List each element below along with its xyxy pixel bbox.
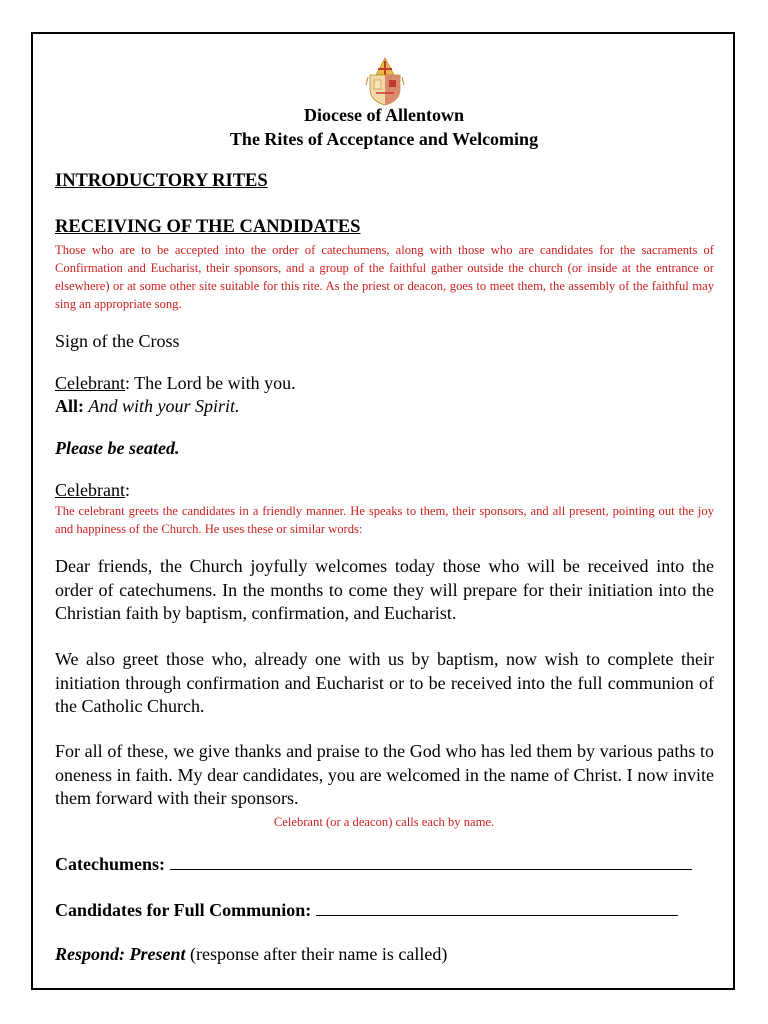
welcome-paragraph-2: We also greet those who, already one with us by baptism, now wish to complete their initiation through confirmation and Eucharist or to be received into the full communion of the Catholic Church. [55, 649, 714, 716]
candidates-name-blank [316, 901, 678, 916]
welcome-paragraph-1: Dear friends, the Church joyfully welcomes today those who will be received into the order of catechumens. In the months to come they will prepare for their initiation into the Christian faith by baptism, confirmation, and Eucharist. [55, 556, 714, 623]
catechumens-line [55, 853, 692, 875]
celebrant-label-2: Celebrant [55, 480, 125, 500]
receiving-rubric: Those who are to be accepted into the order of catechumens, along with those who are candidates for the sacraments of Confirmation and Eucharist, their sponsors, and a group of the faithful gather outside the church (or inside at the entrance or elsewhere) or at some other site suitable for this rite. As the priest or deacon, goes to meet them, the assembly of the faithful may sing an appropriate song. [55, 243, 714, 311]
catechumens-label: Catechumens: [55, 854, 165, 874]
rite-title: The Rites of Acceptance and Welcoming [229, 129, 539, 149]
respond-note: (response after their name is called) [190, 944, 448, 964]
all-label: All: [55, 396, 84, 416]
diocese-title: Diocese of Allentown [304, 105, 464, 125]
please-be-seated: Please be seated. [55, 438, 180, 458]
celebrant-greets-line [55, 479, 130, 501]
introductory-rites-heading: INTRODUCTORY RITES [55, 171, 268, 191]
all-response-line [55, 395, 240, 417]
celebrant-colon: : [124, 480, 130, 500]
candidates-label: Candidates for Full Communion: [55, 900, 312, 920]
celebrant-greeting-text: : The Lord be with you. [124, 373, 296, 393]
celebrant-greets-rubric: The celebrant greets the candidates in a friendly manner. He speaks to them, their sponsors, and all present, pointing out the joy and happiness of the Church. He uses these or similar words: [55, 504, 714, 536]
celebrant-label: Celebrant [55, 373, 125, 393]
receiving-heading: RECEIVING OF THE CANDIDATES [55, 217, 361, 237]
welcome-paragraph-3: For all of these, we give thanks and praise to the God who has led them by various paths to oneness in faith. My dear candidates, you are welcomed in the name of Christ. I now invite them forward with their sponsors. [55, 741, 714, 808]
all-response-text: And with your Spirit. [88, 396, 240, 416]
respond-label: Respond: Present [55, 944, 186, 964]
celebrant-greeting-line [55, 372, 296, 394]
calls-by-name-rubric: Celebrant (or a deacon) calls each by name. [273, 815, 495, 829]
diocese-crest-icon [364, 55, 406, 107]
candidates-line [55, 899, 678, 921]
sign-of-cross: Sign of the Cross [55, 331, 180, 351]
respond-line [55, 943, 447, 965]
catechumens-name-blank [170, 855, 692, 870]
